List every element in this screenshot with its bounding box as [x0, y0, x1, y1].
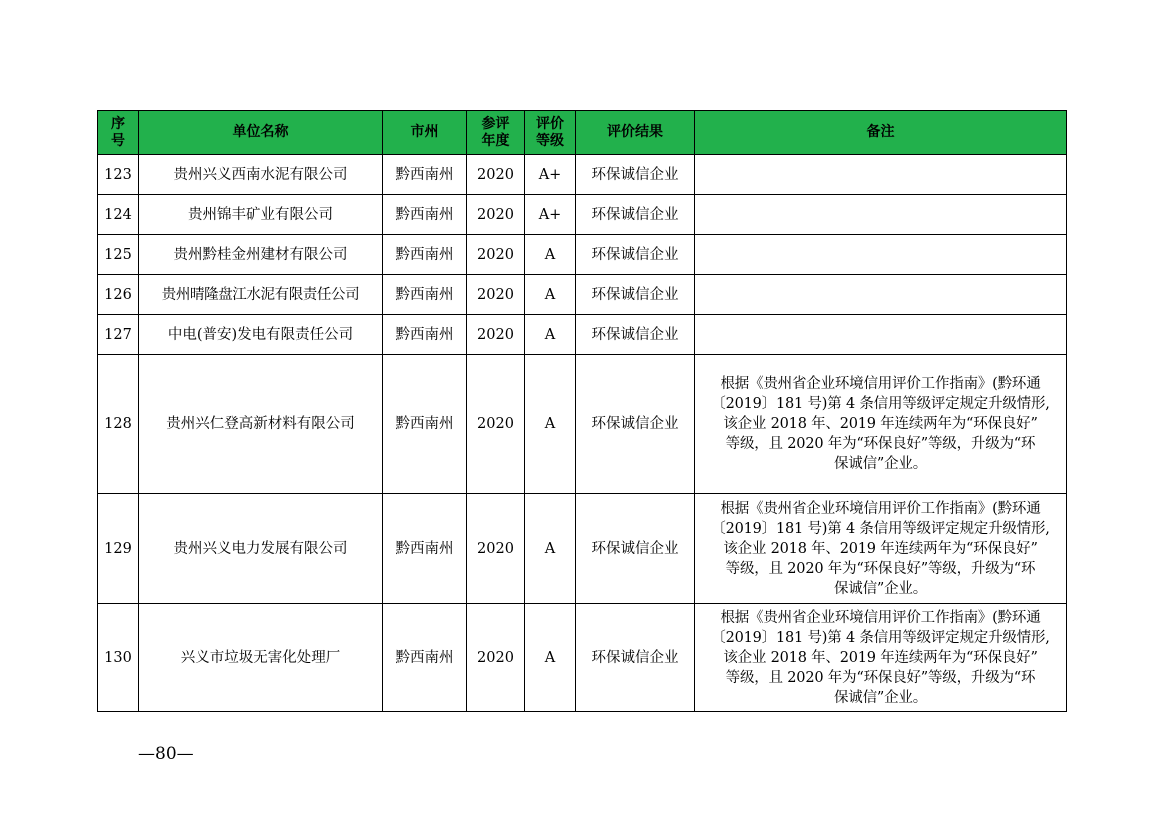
- cell-year: 2020: [467, 275, 525, 315]
- cell-seq: 124: [98, 195, 139, 235]
- table-row: [98, 275, 1067, 315]
- remark-line: 保诚信”企业。: [833, 689, 927, 706]
- header-row: [98, 111, 1067, 155]
- cell-result: 环保诚信企业: [576, 235, 695, 275]
- header-grade: [525, 111, 576, 155]
- cell-city: 黔西南州: [383, 494, 467, 604]
- cell-year: 2020: [467, 235, 525, 275]
- cell-seq: 128: [98, 355, 139, 494]
- header-grade-line1: 评价: [536, 115, 564, 132]
- remark-line: 根据《贵州省企业环境信用评价工作指南》(黔环通: [720, 609, 1041, 626]
- header-grade-line2: 等级: [536, 132, 564, 149]
- cell-remark: [695, 494, 1067, 604]
- cell-name: 贵州锦丰矿业有限公司: [139, 195, 383, 235]
- cell-seq: 127: [98, 315, 139, 355]
- cell-result: 环保诚信企业: [576, 494, 695, 604]
- cell-name: 贵州兴义电力发展有限公司: [139, 494, 383, 604]
- cell-grade: A: [525, 235, 576, 275]
- cell-year: 2020: [467, 195, 525, 235]
- remark-line: 等级，且 2020 年为“环保良好”等级，升级为“环: [725, 669, 1036, 686]
- remark-line: 保诚信”企业。: [833, 580, 927, 597]
- cell-grade: A: [525, 355, 576, 494]
- header-seq-line2: 号: [111, 132, 125, 149]
- header-year-line1: 参评: [481, 115, 510, 132]
- cell-result: 环保诚信企业: [576, 275, 695, 315]
- remark-line: 等级，且 2020 年为“环保良好”等级，升级为“环: [725, 560, 1036, 577]
- table-row: [98, 235, 1067, 275]
- remark-line: 〔2019〕181 号)第 4 条信用等级评定规定升级情形,: [711, 396, 1050, 412]
- cell-result: 环保诚信企业: [576, 195, 695, 235]
- remark-line: 保诚信”企业。: [833, 456, 927, 472]
- header-year-line2: 年度: [481, 132, 510, 149]
- cell-year: 2020: [467, 494, 525, 604]
- cell-grade: A: [525, 275, 576, 315]
- table-row: [98, 195, 1067, 235]
- cell-remark: [695, 235, 1067, 275]
- cell-grade: A: [525, 494, 576, 604]
- table-row: [98, 604, 1067, 712]
- cell-city: 黔西南州: [383, 604, 467, 712]
- cell-seq: 126: [98, 275, 139, 315]
- cell-name: 贵州兴仁登高新材料有限公司: [139, 355, 383, 494]
- cell-year: 2020: [467, 355, 525, 494]
- cell-city: 黔西南州: [383, 235, 467, 275]
- cell-result: 环保诚信企业: [576, 315, 695, 355]
- cell-remark: [695, 355, 1067, 494]
- cell-grade: A+: [525, 195, 576, 235]
- remark-line: 该企业 2018 年、2019 年连续两年为“环保良好”: [723, 416, 1038, 432]
- remark-line: 该企业 2018 年、2019 年连续两年为“环保良好”: [723, 649, 1038, 666]
- remark-line: 根据《贵州省企业环境信用评价工作指南》(黔环通: [720, 500, 1041, 517]
- cell-name: 贵州兴义西南水泥有限公司: [139, 155, 383, 195]
- cell-year: 2020: [467, 604, 525, 712]
- cell-city: 黔西南州: [383, 355, 467, 494]
- remark-line: 〔2019〕181 号)第 4 条信用等级评定规定升级情形,: [711, 520, 1050, 537]
- remark-line: 根据《贵州省企业环境信用评价工作指南》(黔环通: [720, 376, 1041, 392]
- cell-grade: A: [525, 604, 576, 712]
- header-remark: 备注: [695, 111, 1067, 155]
- header-city: 市州: [383, 111, 467, 155]
- cell-seq: 129: [98, 494, 139, 604]
- header-seq: [98, 111, 139, 155]
- cell-name: 中电(普安)发电有限责任公司: [139, 315, 383, 355]
- cell-remark: [695, 604, 1067, 712]
- cell-remark: [695, 155, 1067, 195]
- header-result: 评价结果: [576, 111, 695, 155]
- cell-remark: [695, 275, 1067, 315]
- header-year: [467, 111, 525, 155]
- cell-grade: A: [525, 315, 576, 355]
- header-seq-line1: 序: [111, 115, 125, 132]
- cell-city: 黔西南州: [383, 315, 467, 355]
- cell-remark: [695, 195, 1067, 235]
- header-name: 单位名称: [139, 111, 383, 155]
- cell-result: 环保诚信企业: [576, 355, 695, 494]
- cell-remark: [695, 315, 1067, 355]
- cell-seq: 125: [98, 235, 139, 275]
- table-row: [98, 315, 1067, 355]
- remark-line: 等级，且 2020 年为“环保良好”等级，升级为“环: [725, 436, 1036, 452]
- cell-year: 2020: [467, 155, 525, 195]
- remark-line: 〔2019〕181 号)第 4 条信用等级评定规定升级情形,: [711, 629, 1050, 646]
- cell-result: 环保诚信企业: [576, 155, 695, 195]
- credit-table: [97, 110, 1067, 712]
- table-row: [98, 155, 1067, 195]
- cell-year: 2020: [467, 315, 525, 355]
- page-number: —80—: [138, 744, 194, 764]
- table-row: [98, 494, 1067, 604]
- cell-city: 黔西南州: [383, 275, 467, 315]
- cell-seq: 123: [98, 155, 139, 195]
- cell-seq: 130: [98, 604, 139, 712]
- table-row: [98, 355, 1067, 494]
- cell-city: 黔西南州: [383, 195, 467, 235]
- cell-grade: A+: [525, 155, 576, 195]
- cell-name: 贵州黔桂金州建材有限公司: [139, 235, 383, 275]
- remark-line: 该企业 2018 年、2019 年连续两年为“环保良好”: [723, 540, 1038, 557]
- cell-name: 贵州晴隆盘江水泥有限责任公司: [139, 275, 383, 315]
- cell-name: 兴义市垃圾无害化处理厂: [139, 604, 383, 712]
- cell-result: 环保诚信企业: [576, 604, 695, 712]
- cell-city: 黔西南州: [383, 155, 467, 195]
